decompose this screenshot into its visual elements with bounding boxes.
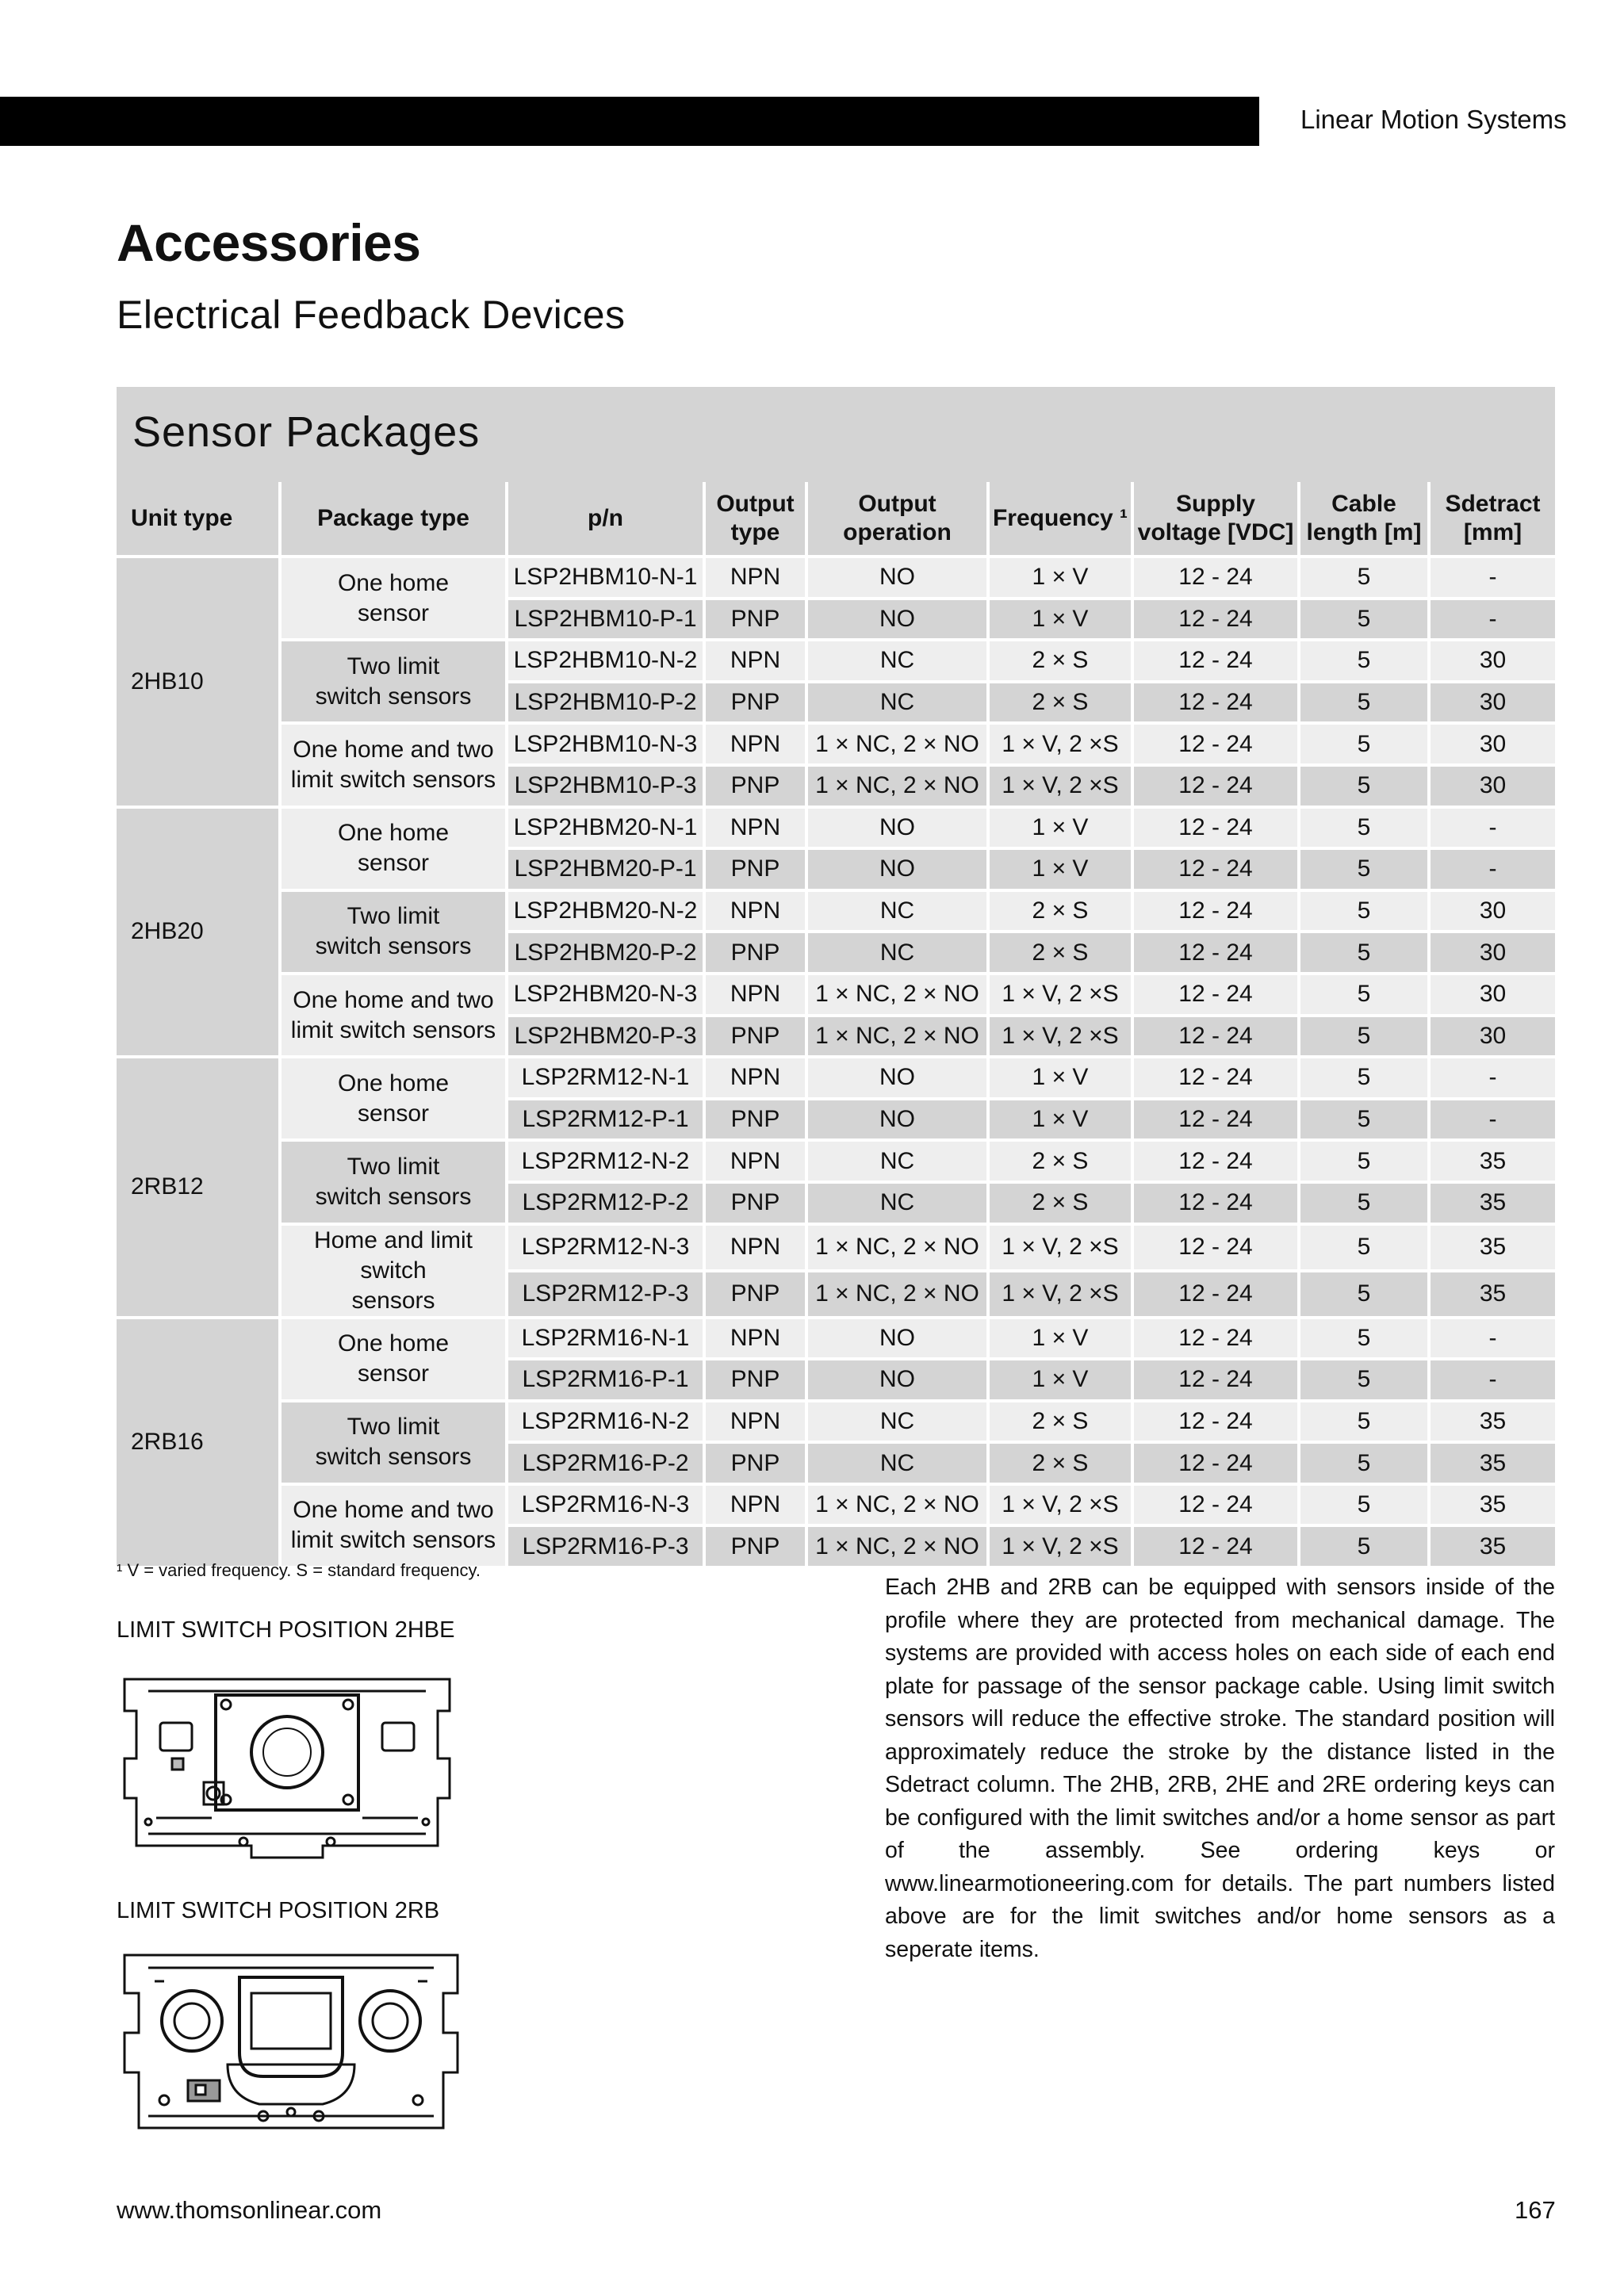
supply-voltage-cell: 12 - 24 <box>1134 1058 1300 1100</box>
frequency-cell: 1 × V, 2 ×S <box>990 1226 1134 1272</box>
table-footnote: ¹ V = varied frequency. S = standard frequency. <box>117 1560 481 1580</box>
output-type-cell: NPN <box>706 809 808 851</box>
sdetract-cell: - <box>1431 809 1555 851</box>
frequency-cell: 1 × V <box>990 1319 1134 1361</box>
output-operation-cell: NO <box>808 600 990 642</box>
frequency-cell: 2 × S <box>990 683 1134 725</box>
output-type-cell: NPN <box>706 1226 808 1272</box>
sdetract-cell: 35 <box>1431 1527 1555 1569</box>
output-type-cell: NPN <box>706 892 808 934</box>
output-operation-cell: NO <box>808 1319 990 1361</box>
frequency-cell: 1 × V <box>990 1100 1134 1142</box>
header-supply-voltage: Supply voltage [VDC] <box>1134 482 1300 558</box>
header-bar <box>0 97 1259 146</box>
frequency-cell: 1 × V <box>990 600 1134 642</box>
output-type-cell: NPN <box>706 1402 808 1445</box>
package-type-line1: Two limit <box>347 1153 440 1180</box>
package-type-cell <box>282 1319 508 1402</box>
pn-cell: LSP2HBM10-N-3 <box>508 725 706 767</box>
package-type-line2: limit switch sensors <box>290 1527 496 1554</box>
cable-length-cell: 5 <box>1300 558 1431 600</box>
frequency-cell: 1 × V <box>990 1058 1134 1100</box>
output-type-cell: PNP <box>706 1444 808 1486</box>
package-type-cell <box>282 892 508 975</box>
sdetract-cell: 35 <box>1431 1402 1555 1445</box>
package-type-cell <box>282 641 508 725</box>
cable-length-cell: 5 <box>1300 1272 1431 1319</box>
package-type-line1: One home and two <box>293 736 494 763</box>
cable-length-cell: 5 <box>1300 1226 1431 1272</box>
page-subtitle: Electrical Feedback Devices <box>117 293 626 337</box>
cable-length-cell: 5 <box>1300 641 1431 683</box>
header-pn: p/n <box>508 482 706 558</box>
package-type-line1: One home <box>337 1330 450 1357</box>
cable-length-cell: 5 <box>1300 975 1431 1017</box>
table-row <box>117 809 1555 851</box>
pn-cell: LSP2RM12-N-2 <box>508 1142 706 1184</box>
output-type-cell: PNP <box>706 600 808 642</box>
pn-cell: LSP2HBM20-P-2 <box>508 933 706 975</box>
package-type-line2: limit switch sensors <box>290 766 496 793</box>
frequency-cell: 1 × V, 2 ×S <box>990 1527 1134 1569</box>
panel-title: Sensor Packages <box>132 408 481 456</box>
cable-length-cell: 5 <box>1300 1444 1431 1486</box>
table-row <box>117 1319 1555 1361</box>
package-type-line2: switch sensors <box>315 1444 472 1471</box>
pn-cell: LSP2RM16-N-3 <box>508 1486 706 1528</box>
unit-type-cell: 2RB12 <box>117 1058 282 1318</box>
supply-voltage-cell: 12 - 24 <box>1134 767 1300 809</box>
pn-cell: LSP2HBM20-N-2 <box>508 892 706 934</box>
package-type-cell <box>282 1142 508 1225</box>
output-type-cell: PNP <box>706 1100 808 1142</box>
page-number: 167 <box>1515 2196 1556 2224</box>
cable-length-cell: 5 <box>1300 725 1431 767</box>
pn-cell: LSP2HBM10-P-1 <box>508 600 706 642</box>
sdetract-cell: - <box>1431 850 1555 892</box>
output-type-cell: NPN <box>706 725 808 767</box>
limit-switch-2hbe-drawing <box>117 1663 458 1862</box>
pn-cell: LSP2HBM10-P-2 <box>508 683 706 725</box>
table-row <box>117 1142 1555 1184</box>
sdetract-cell: 30 <box>1431 892 1555 934</box>
supply-voltage-cell: 12 - 24 <box>1134 1017 1300 1059</box>
header-section-title: Linear Motion Systems <box>1300 105 1567 134</box>
supply-voltage-cell: 12 - 24 <box>1134 850 1300 892</box>
cable-length-cell: 5 <box>1300 1017 1431 1059</box>
supply-voltage-cell: 12 - 24 <box>1134 1272 1300 1319</box>
pn-cell: LSP2RM16-P-2 <box>508 1444 706 1486</box>
table-row <box>117 975 1555 1017</box>
sdetract-cell: 35 <box>1431 1486 1555 1528</box>
pn-cell: LSP2HBM20-P-3 <box>508 1017 706 1059</box>
frequency-cell: 1 × V, 2 ×S <box>990 767 1134 809</box>
output-type-cell: PNP <box>706 1527 808 1569</box>
header-sdetract: Sdetract [mm] <box>1431 482 1555 558</box>
footer-url: www.thomsonlinear.com <box>117 2196 382 2224</box>
frequency-cell: 2 × S <box>990 1402 1134 1445</box>
sdetract-cell: 30 <box>1431 933 1555 975</box>
sdetract-cell: - <box>1431 558 1555 600</box>
output-operation-cell: NO <box>808 558 990 600</box>
output-type-cell: PNP <box>706 1360 808 1402</box>
supply-voltage-cell: 12 - 24 <box>1134 1184 1300 1226</box>
cable-length-cell: 5 <box>1300 683 1431 725</box>
sensor-packages-panel <box>117 387 1555 482</box>
frequency-cell: 2 × S <box>990 641 1134 683</box>
frequency-cell: 1 × V <box>990 850 1134 892</box>
frequency-cell: 1 × V <box>990 1360 1134 1402</box>
table-row <box>117 1226 1555 1272</box>
output-type-cell: PNP <box>706 850 808 892</box>
output-operation-cell: 1 × NC, 2 × NO <box>808 725 990 767</box>
output-operation-cell: 1 × NC, 2 × NO <box>808 767 990 809</box>
table-row <box>117 558 1555 600</box>
table-row <box>117 892 1555 934</box>
sdetract-cell: - <box>1431 1360 1555 1402</box>
package-type-line2: switch sensors <box>315 1183 472 1210</box>
pn-cell: LSP2HBM10-P-3 <box>508 767 706 809</box>
supply-voltage-cell: 12 - 24 <box>1134 558 1300 600</box>
frequency-cell: 2 × S <box>990 1444 1134 1486</box>
cable-length-cell: 5 <box>1300 1402 1431 1445</box>
pn-cell: LSP2RM16-P-3 <box>508 1527 706 1569</box>
description-paragraph: Each 2HB and 2RB can be equipped with sensors inside of the profile where they are protected from mechanical damage. The systems are provided with access holes on each side of each end plate for passage of the sensor package cable. Using limit switch sensors will reduce the effective stroke. The standard position will approximately reduce the stroke by the distance listed in the Sdetract column. The 2HB, 2RB, 2HE and 2RE ordering keys can be configured with the limit switches and/or a home sensor as part of the assembly. See ordering keys or www.linearmotioneering.com for details. The part numbers listed above are for the limit switches and/or home sensors as a seperate items. <box>885 1575 1555 1962</box>
package-type-cell <box>282 1486 508 1569</box>
package-type-cell <box>282 1226 508 1319</box>
figure-caption-2hbe: LIMIT SWITCH POSITION 2HBE <box>117 1617 455 1643</box>
output-type-cell: PNP <box>706 1017 808 1059</box>
package-type-line2: switch sensors <box>315 933 472 960</box>
output-type-cell: NPN <box>706 1319 808 1361</box>
sdetract-cell: - <box>1431 600 1555 642</box>
output-type-cell: NPN <box>706 975 808 1017</box>
sdetract-cell: 30 <box>1431 725 1555 767</box>
table-header-row <box>117 482 1555 558</box>
package-type-cell <box>282 809 508 892</box>
sensor-packages-table <box>117 482 1555 1569</box>
frequency-cell: 2 × S <box>990 933 1134 975</box>
cable-length-cell: 5 <box>1300 1100 1431 1142</box>
sdetract-cell: 35 <box>1431 1272 1555 1319</box>
page-title: Accessories <box>117 213 421 272</box>
pn-cell: LSP2RM12-N-3 <box>508 1226 706 1272</box>
pn-cell: LSP2RM12-P-2 <box>508 1184 706 1226</box>
pn-cell: LSP2HBM10-N-2 <box>508 641 706 683</box>
supply-voltage-cell: 12 - 24 <box>1134 809 1300 851</box>
pn-cell: LSP2RM16-P-1 <box>508 1360 706 1402</box>
frequency-cell: 1 × V, 2 ×S <box>990 1272 1134 1319</box>
cable-length-cell: 5 <box>1300 1058 1431 1100</box>
output-type-cell: NPN <box>706 1058 808 1100</box>
sdetract-cell: 30 <box>1431 975 1555 1017</box>
package-type-line1: Home and limit switch <box>313 1226 473 1284</box>
sdetract-cell: 35 <box>1431 1444 1555 1486</box>
frequency-cell: 1 × V, 2 ×S <box>990 975 1134 1017</box>
table-row <box>117 641 1555 683</box>
supply-voltage-cell: 12 - 24 <box>1134 892 1300 934</box>
output-operation-cell: NO <box>808 809 990 851</box>
figure-caption-2rb: LIMIT SWITCH POSITION 2RB <box>117 1898 440 1923</box>
package-type-line1: Two limit <box>347 903 440 930</box>
package-type-line2: sensor <box>357 1360 430 1387</box>
package-type-line1: One home <box>337 820 450 847</box>
output-operation-cell: NC <box>808 641 990 683</box>
output-operation-cell: 1 × NC, 2 × NO <box>808 1226 990 1272</box>
table-row <box>117 1058 1555 1100</box>
output-type-cell: NPN <box>706 1486 808 1528</box>
frequency-cell: 1 × V, 2 ×S <box>990 1486 1134 1528</box>
supply-voltage-cell: 12 - 24 <box>1134 600 1300 642</box>
header-frequency: Frequency ¹ <box>990 482 1134 558</box>
output-operation-cell: NO <box>808 850 990 892</box>
output-type-cell: NPN <box>706 641 808 683</box>
sdetract-cell: 35 <box>1431 1226 1555 1272</box>
cable-length-cell: 5 <box>1300 850 1431 892</box>
cable-length-cell: 5 <box>1300 600 1431 642</box>
package-type-cell <box>282 725 508 808</box>
output-operation-cell: NO <box>808 1058 990 1100</box>
package-type-line1: One home and two <box>293 1497 494 1524</box>
sdetract-cell: 35 <box>1431 1142 1555 1184</box>
package-type-line1: Two limit <box>347 652 440 679</box>
pn-cell: LSP2HBM20-P-1 <box>508 850 706 892</box>
output-operation-cell: NC <box>808 1184 990 1226</box>
supply-voltage-cell: 12 - 24 <box>1134 1486 1300 1528</box>
cable-length-cell: 5 <box>1300 767 1431 809</box>
package-type-line1: One home <box>337 569 450 596</box>
supply-voltage-cell: 12 - 24 <box>1134 933 1300 975</box>
sdetract-cell: 30 <box>1431 1017 1555 1059</box>
sdetract-cell: - <box>1431 1100 1555 1142</box>
cable-length-cell: 5 <box>1300 1142 1431 1184</box>
output-operation-cell: 1 × NC, 2 × NO <box>808 1017 990 1059</box>
output-operation-cell: NC <box>808 683 990 725</box>
frequency-cell: 1 × V, 2 ×S <box>990 725 1134 767</box>
sdetract-cell: 30 <box>1431 641 1555 683</box>
cable-length-cell: 5 <box>1300 1319 1431 1361</box>
package-type-line1: One home and two <box>293 986 494 1013</box>
supply-voltage-cell: 12 - 24 <box>1134 1319 1300 1361</box>
supply-voltage-cell: 12 - 24 <box>1134 1360 1300 1402</box>
pn-cell: LSP2RM12-P-3 <box>508 1272 706 1319</box>
output-operation-cell: NC <box>808 1402 990 1445</box>
table-row <box>117 1486 1555 1528</box>
output-type-cell: PNP <box>706 683 808 725</box>
package-type-cell <box>282 1402 508 1486</box>
output-type-cell: PNP <box>706 1272 808 1319</box>
header-cable-length: Cable length [m] <box>1300 482 1431 558</box>
sdetract-cell: 30 <box>1431 767 1555 809</box>
unit-type-cell: 2RB16 <box>117 1319 282 1570</box>
package-type-line2: limit switch sensors <box>290 1016 496 1043</box>
cable-length-cell: 5 <box>1300 892 1431 934</box>
pn-cell: LSP2HBM20-N-3 <box>508 975 706 1017</box>
cable-length-cell: 5 <box>1300 1527 1431 1569</box>
pn-cell: LSP2RM12-P-1 <box>508 1100 706 1142</box>
cable-length-cell: 5 <box>1300 809 1431 851</box>
output-type-cell: PNP <box>706 1184 808 1226</box>
package-type-line2: sensors <box>351 1287 435 1314</box>
sdetract-cell: - <box>1431 1058 1555 1100</box>
output-operation-cell: NO <box>808 1100 990 1142</box>
package-type-line1: Two limit <box>347 1414 440 1441</box>
output-type-cell: PNP <box>706 767 808 809</box>
supply-voltage-cell: 12 - 24 <box>1134 725 1300 767</box>
supply-voltage-cell: 12 - 24 <box>1134 1527 1300 1569</box>
output-operation-cell: NC <box>808 1444 990 1486</box>
cable-length-cell: 5 <box>1300 933 1431 975</box>
output-operation-cell: 1 × NC, 2 × NO <box>808 975 990 1017</box>
output-type-cell: PNP <box>706 933 808 975</box>
pn-cell: LSP2RM12-N-1 <box>508 1058 706 1100</box>
pn-cell: LSP2RM16-N-1 <box>508 1319 706 1361</box>
supply-voltage-cell: 12 - 24 <box>1134 1444 1300 1486</box>
package-type-cell <box>282 1058 508 1142</box>
frequency-cell: 1 × V <box>990 809 1134 851</box>
limit-switch-2rb-drawing <box>117 1946 465 2136</box>
package-type-line2: sensor <box>357 599 430 626</box>
frequency-cell: 1 × V <box>990 558 1134 600</box>
package-type-cell <box>282 975 508 1058</box>
cable-length-cell: 5 <box>1300 1184 1431 1226</box>
frequency-cell: 1 × V, 2 ×S <box>990 1017 1134 1059</box>
output-type-cell: NPN <box>706 558 808 600</box>
header-package-type: Package type <box>282 482 508 558</box>
package-type-line2: sensor <box>357 850 430 877</box>
output-operation-cell: NO <box>808 1360 990 1402</box>
supply-voltage-cell: 12 - 24 <box>1134 641 1300 683</box>
sdetract-cell: 35 <box>1431 1184 1555 1226</box>
frequency-cell: 2 × S <box>990 892 1134 934</box>
cable-length-cell: 5 <box>1300 1486 1431 1528</box>
package-type-cell <box>282 558 508 641</box>
package-type-line1: One home <box>337 1070 450 1096</box>
output-type-cell: NPN <box>706 1142 808 1184</box>
supply-voltage-cell: 12 - 24 <box>1134 1226 1300 1272</box>
supply-voltage-cell: 12 - 24 <box>1134 1100 1300 1142</box>
table-row <box>117 1402 1555 1445</box>
pn-cell: LSP2RM16-N-2 <box>508 1402 706 1445</box>
supply-voltage-cell: 12 - 24 <box>1134 1402 1300 1445</box>
cable-length-cell: 5 <box>1300 1360 1431 1402</box>
header-unit-type: Unit type <box>117 482 282 558</box>
package-type-line2: sensor <box>357 1100 430 1127</box>
supply-voltage-cell: 12 - 24 <box>1134 975 1300 1017</box>
supply-voltage-cell: 12 - 24 <box>1134 1142 1300 1184</box>
pn-cell: LSP2HBM10-N-1 <box>508 558 706 600</box>
table-row <box>117 725 1555 767</box>
frequency-cell: 2 × S <box>990 1142 1134 1184</box>
header-output-operation: Output operation <box>808 482 990 558</box>
unit-type-cell: 2HB10 <box>117 558 282 809</box>
output-operation-cell: NC <box>808 1142 990 1184</box>
frequency-cell: 2 × S <box>990 1184 1134 1226</box>
package-type-line2: switch sensors <box>315 683 472 710</box>
supply-voltage-cell: 12 - 24 <box>1134 683 1300 725</box>
unit-type-cell: 2HB20 <box>117 809 282 1059</box>
sdetract-cell: 30 <box>1431 683 1555 725</box>
output-operation-cell: NC <box>808 933 990 975</box>
sdetract-cell: - <box>1431 1319 1555 1361</box>
output-operation-cell: 1 × NC, 2 × NO <box>808 1527 990 1569</box>
header-output-type: Output type <box>706 482 808 558</box>
pn-cell: LSP2HBM20-N-1 <box>508 809 706 851</box>
output-operation-cell: NC <box>808 892 990 934</box>
output-operation-cell: 1 × NC, 2 × NO <box>808 1486 990 1528</box>
output-operation-cell: 1 × NC, 2 × NO <box>808 1272 990 1319</box>
